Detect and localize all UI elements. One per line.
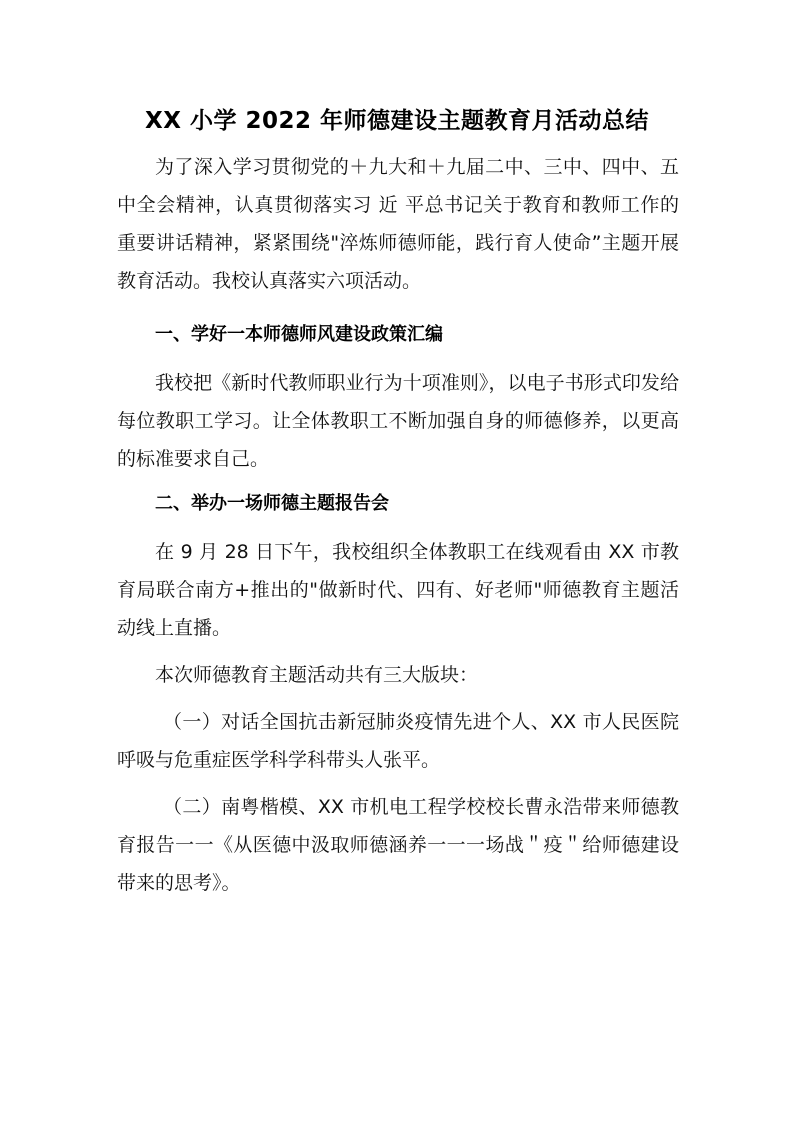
section-paragraph-1: 我校把《新时代教师职业行为十项准则》，以电子书形式印发给每位教职工学习。让全体教职工不断加强自身的师德修养，以更高的标准要求自己。 xyxy=(117,372,679,470)
section-heading-1: 一、学好一本师德师风建设政策汇编 xyxy=(155,324,443,345)
blocks-intro-paragraph: 本次师德教育主题活动共有三大版块： xyxy=(155,664,479,686)
intro-paragraph: 为了深入学习贯彻党的＋九大和＋九届二中、三中、四中、五中全会精神，认真贯彻落实习 近 平总书记关于教育和教师工作的重要讲话精神，紧紧围绕"淬炼师德师能，践行育人使命”主题开展教育活动。我校认真落实六项活动。 xyxy=(117,156,679,292)
section-paragraph-2: 在 9 月 28 日下午，我校组织全体教职工在线观看由 XX 市教育局联合南方+推出的"做新时代、四有、好老师"师德教育主题活动线上直播。 xyxy=(117,541,679,639)
list-item-1: （一）对话全国抗击新冠肺炎疫情先进个人、XX 市人民医院呼吸与危重症医学科学科带头人张平。 xyxy=(117,711,679,771)
list-item-2: （二）南粤楷模、XX 市机电工程学校校长曹永浩带来师德教育报告一一《从医德中汲取师德涵养一一一场战＂疫＂给师德建设带来的思考》。 xyxy=(117,796,679,894)
document-title: XX 小学 2022 年师德建设主题教育月活动总结 xyxy=(144,108,649,134)
section-heading-2: 二、举办一场师德主题报告会 xyxy=(155,493,389,514)
